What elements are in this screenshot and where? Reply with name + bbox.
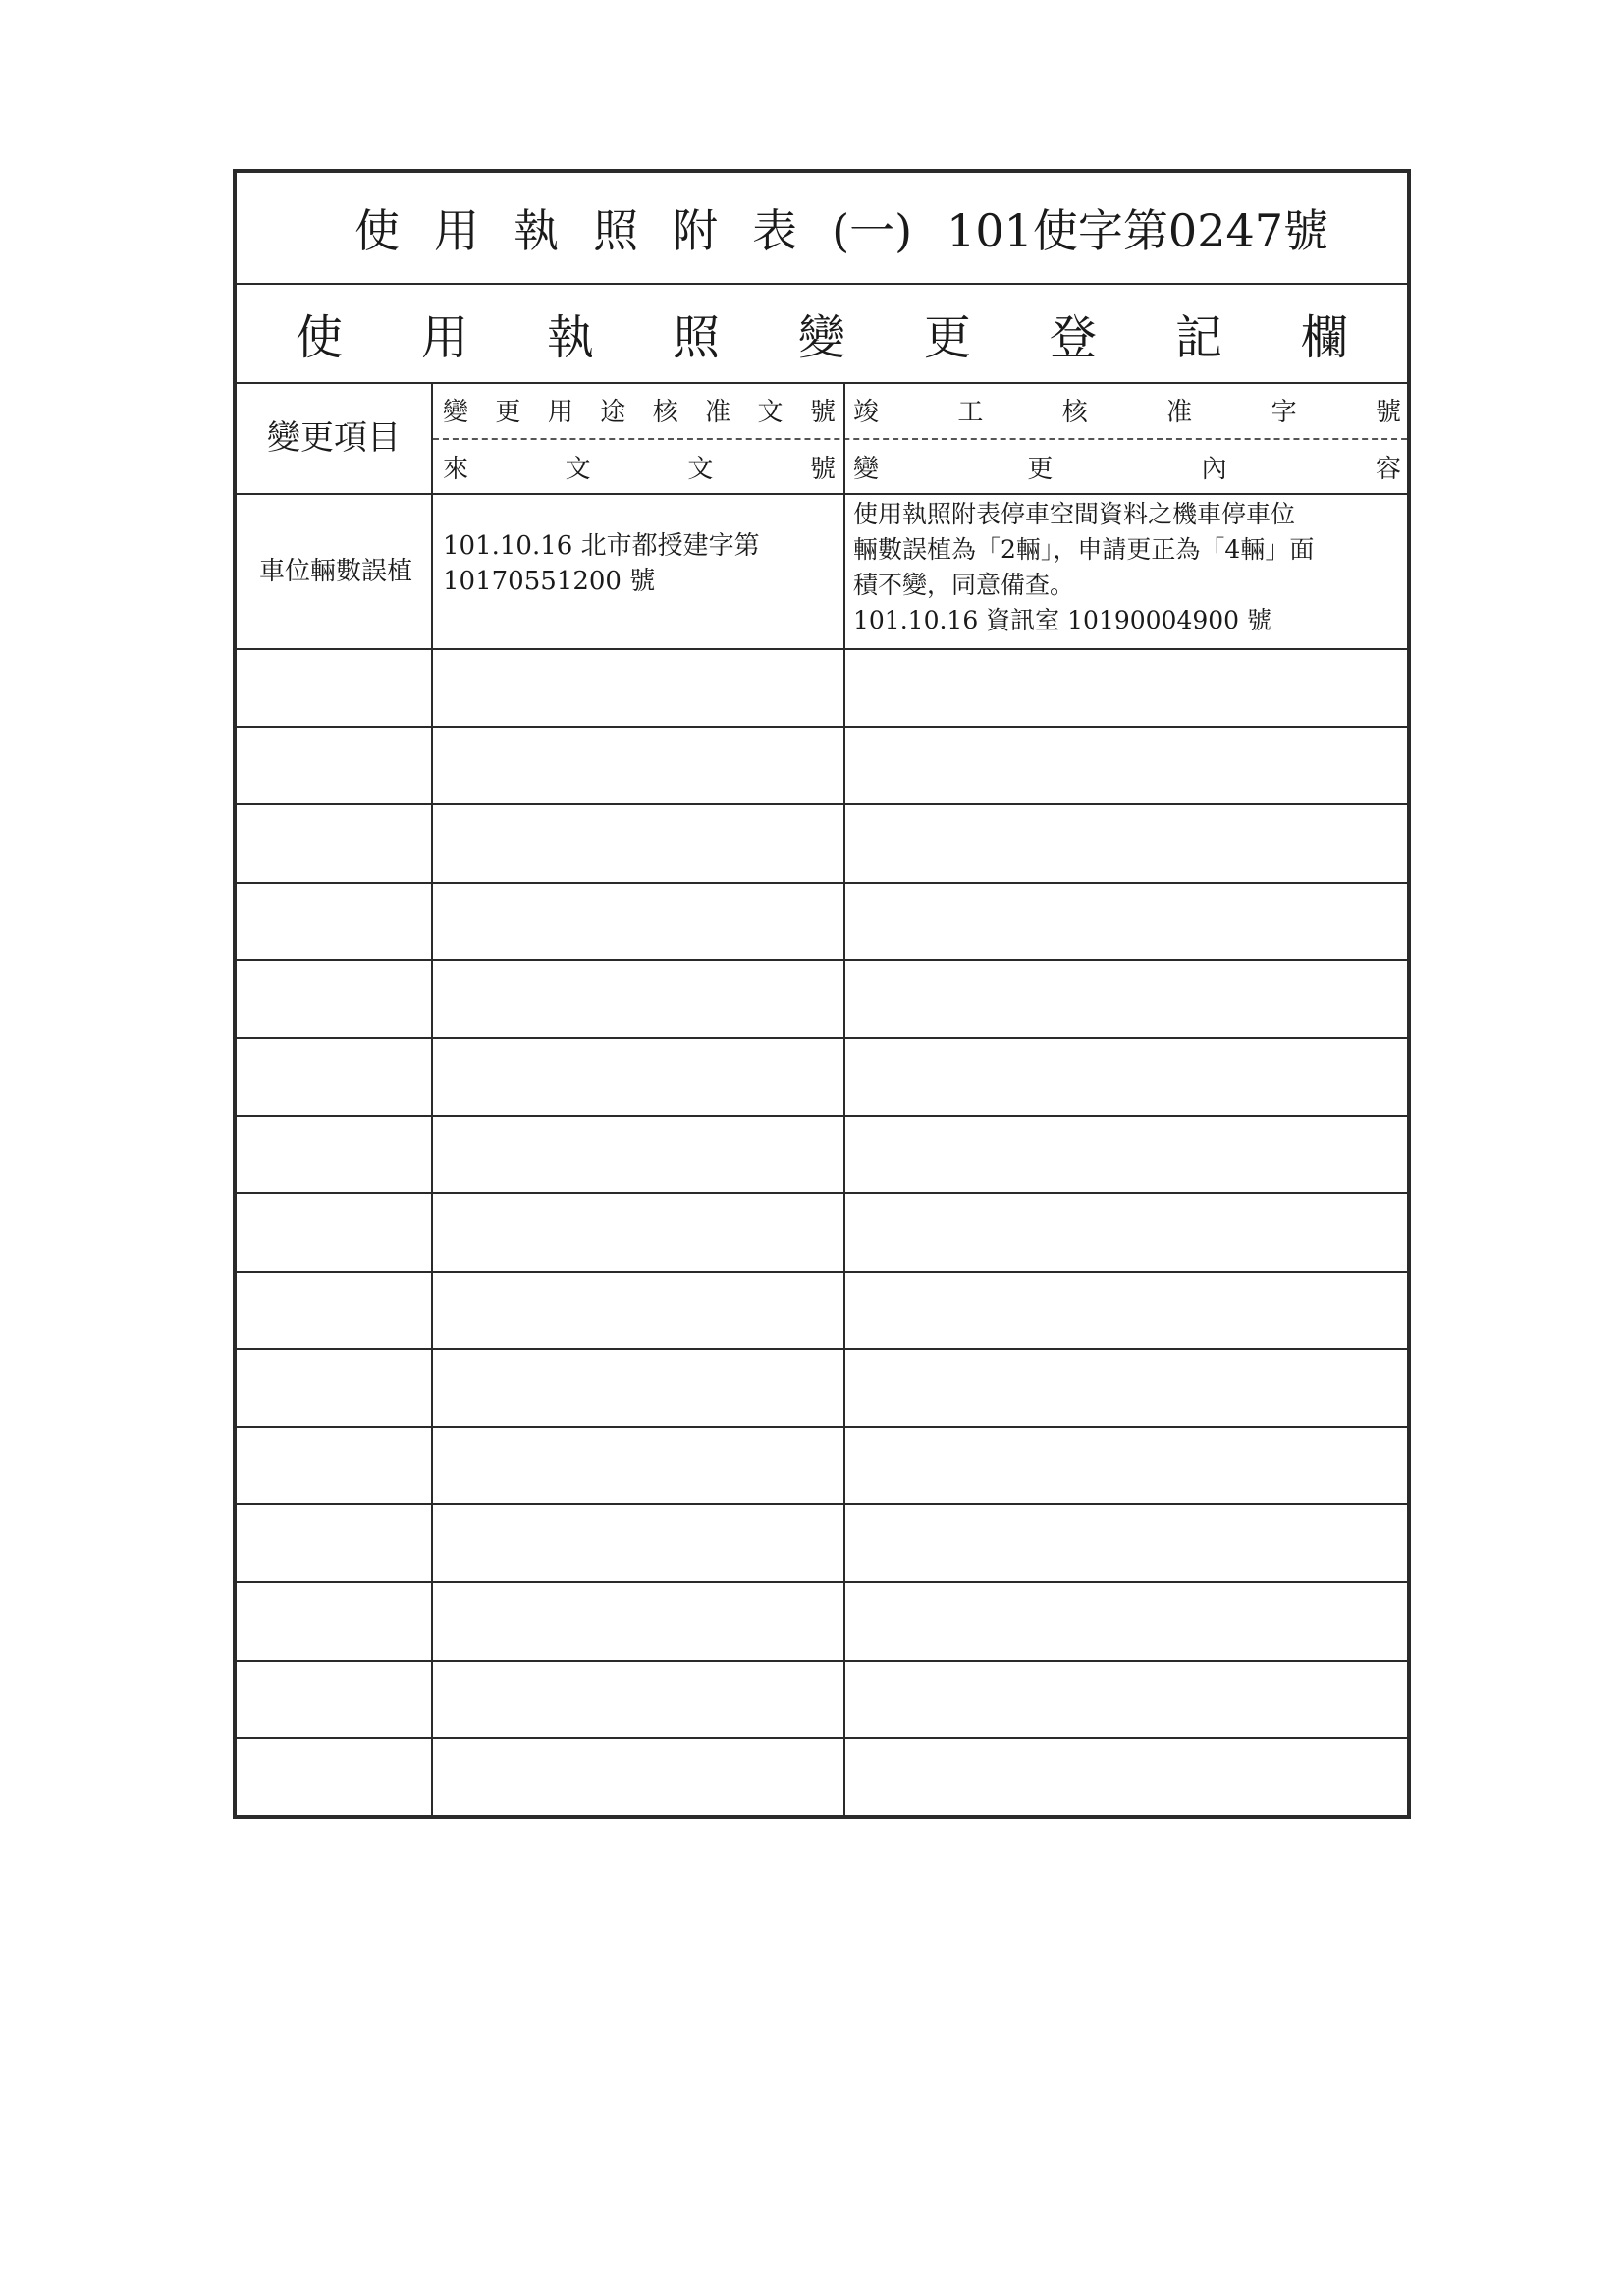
header-char: 文: [687, 454, 714, 484]
header-char: 變: [853, 454, 880, 484]
section-char: 記: [1174, 309, 1222, 365]
header-char: 竣: [853, 397, 880, 427]
section-char: 欄: [1300, 309, 1348, 365]
header-char: 途: [600, 397, 626, 427]
header-char: 文: [565, 454, 591, 484]
header-char: 文: [757, 397, 784, 427]
title-char: 照: [593, 204, 639, 257]
section-char: 用: [420, 309, 468, 365]
header-change-use: [443, 385, 836, 434]
doc-no-line: 10170551200 號: [443, 567, 656, 596]
section-char: 執: [546, 309, 594, 365]
row-item: 車位輛數誤植: [258, 557, 412, 586]
page-title: [354, 173, 1328, 283]
header-change-item: 變更項目: [267, 418, 401, 458]
row-divider: [237, 1037, 1407, 1039]
header-char: 用: [547, 397, 573, 427]
title-char: (一): [832, 204, 913, 257]
section-char: 變: [797, 309, 845, 365]
content-line: 輛數誤植為「2輛」，申請更正為「4輛」面: [853, 535, 1315, 564]
header-char: 號: [809, 454, 836, 484]
header-char: 准: [705, 397, 731, 427]
content-line: 使用執照附表停車空間資料之機車停車位: [853, 500, 1296, 528]
section-title: [296, 284, 1348, 382]
row-divider: [237, 1581, 1407, 1583]
row-divider: [237, 882, 1407, 884]
header-incoming: [443, 442, 836, 491]
row-divider: [237, 1271, 1407, 1273]
row-divider: [237, 1192, 1407, 1194]
header-completion: [853, 385, 1401, 434]
header-char: 更: [495, 397, 521, 427]
content-line: 積不變，同意備查。: [853, 571, 1075, 599]
column-line: [843, 382, 845, 1815]
row-divider: [237, 1426, 1407, 1428]
header-char: 核: [1061, 397, 1088, 427]
row-divider: [237, 1348, 1407, 1350]
header-char: 變: [443, 397, 469, 427]
dashed-divider: [433, 438, 1407, 440]
title-number: 101使字第0247號: [947, 204, 1328, 257]
row-divider: [237, 1503, 1407, 1505]
header-char: 字: [1271, 397, 1297, 427]
title-char: 執: [514, 204, 560, 257]
header-char: 核: [652, 397, 678, 427]
doc-no-line: 101.10.16 北市都授建字第: [443, 531, 760, 561]
row-doc-no: [443, 528, 836, 599]
header-char: 內: [1201, 454, 1227, 484]
header-content: [853, 442, 1401, 491]
section-char: 登: [1049, 309, 1097, 365]
content-line: 101.10.16 資訊室 10190004900 號: [853, 606, 1272, 634]
title-char: 使: [354, 204, 400, 257]
row-divider: [237, 959, 1407, 961]
row-divider: [237, 1737, 1407, 1739]
row-divider: [237, 1660, 1407, 1662]
header-char: 准: [1166, 397, 1193, 427]
title-char: 表: [752, 204, 798, 257]
divider: [237, 648, 1407, 650]
section-char: 照: [672, 309, 720, 365]
header-char: 更: [1027, 454, 1054, 484]
header-char: 工: [957, 397, 984, 427]
title-char: 附: [673, 204, 719, 257]
header-char: 號: [809, 397, 836, 427]
row-divider: [237, 1115, 1407, 1117]
section-char: 更: [923, 309, 971, 365]
header-char: 容: [1375, 454, 1401, 484]
row-content: [853, 497, 1401, 638]
row-divider: [237, 726, 1407, 728]
license-table: [233, 169, 1411, 1819]
header-char: 來: [443, 454, 469, 484]
row-divider: [237, 803, 1407, 805]
title-char: 用: [434, 204, 480, 257]
header-char: 號: [1375, 397, 1401, 427]
column-line: [431, 382, 433, 1815]
section-char: 使: [296, 309, 344, 365]
